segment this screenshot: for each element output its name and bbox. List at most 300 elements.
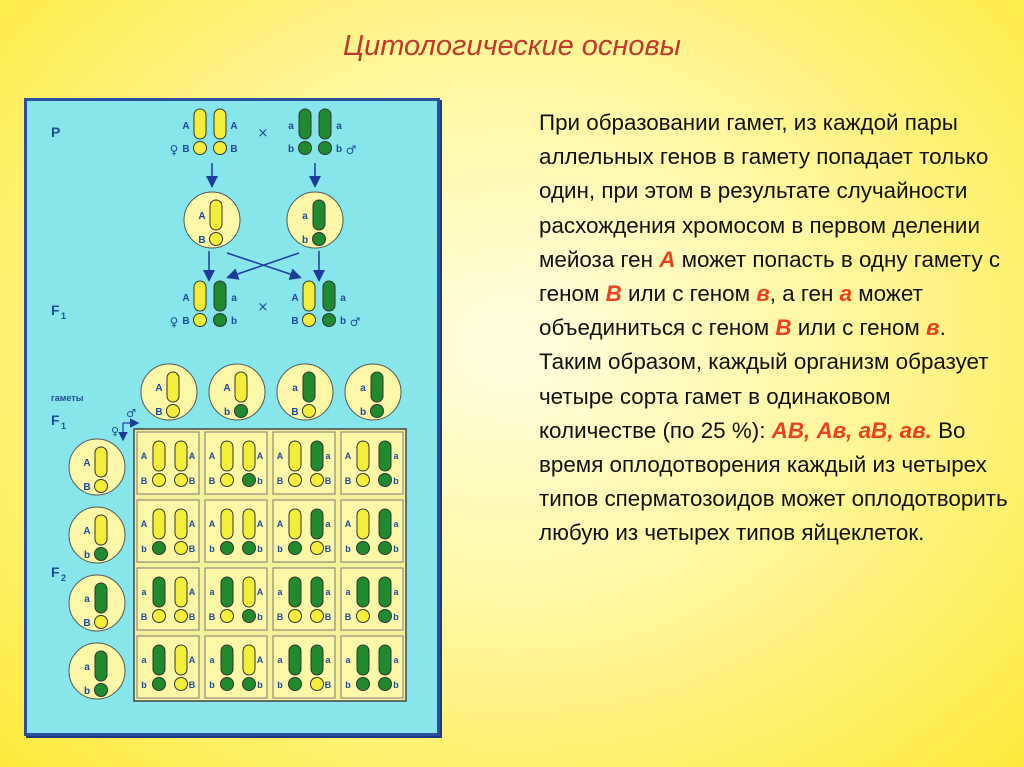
- chromosome-locus: [153, 542, 166, 555]
- chromosome-arm: [319, 109, 331, 139]
- chromosome-left: [153, 441, 166, 487]
- chromosome-right: [175, 509, 188, 555]
- allele-label: B: [83, 618, 91, 629]
- allele-label: B: [155, 407, 163, 418]
- allele-label: b: [209, 544, 215, 554]
- allele-label: A: [188, 587, 196, 597]
- chromosome-right: [243, 645, 256, 691]
- allele-label: b: [345, 544, 351, 554]
- chromosome-left: [299, 109, 312, 155]
- label-F1: F: [51, 302, 60, 318]
- chromosome-locus: [243, 474, 256, 487]
- chromosome-locus: [357, 610, 370, 623]
- allele-label: a: [141, 655, 147, 665]
- allele-label: b: [287, 144, 295, 155]
- allele-label: A: [291, 293, 299, 304]
- allele-label: a: [277, 655, 283, 665]
- label-gametes: гаметы: [51, 393, 84, 403]
- chromosome-locus: [311, 542, 324, 555]
- allele-label: a: [302, 211, 308, 222]
- chromosome-arm: [214, 109, 226, 139]
- chromosome-left: [153, 509, 166, 555]
- allele-label: B: [182, 144, 190, 155]
- allele-label: b: [223, 407, 231, 418]
- allele-label: B: [182, 316, 190, 327]
- allele-label: b: [277, 680, 283, 690]
- allele-label: a: [336, 121, 342, 132]
- chromosome-left: [289, 645, 302, 691]
- chromosome-locus: [371, 405, 384, 418]
- chromosome-locus: [311, 610, 324, 623]
- chromosome-right: [175, 441, 188, 487]
- allele-label: B: [208, 612, 216, 622]
- allele-label: b: [83, 686, 91, 697]
- chromosome-left: [289, 441, 302, 487]
- male-symbol-icon: ♂: [349, 315, 361, 329]
- allele-label: B: [344, 612, 352, 622]
- allele-label: b: [393, 544, 399, 554]
- allele-label: a: [325, 519, 331, 529]
- chromosome-locus: [357, 678, 370, 691]
- chromosome-locus: [153, 474, 166, 487]
- chromosome-arm: [175, 577, 187, 607]
- allele-label: A: [208, 519, 216, 529]
- chromosome-left: [357, 577, 370, 623]
- chromosome-locus: [210, 233, 223, 246]
- chromosome-arm: [357, 441, 369, 471]
- allele-label: B: [198, 235, 206, 246]
- male-symbol-icon: ♂: [126, 407, 136, 420]
- allele-label: B: [208, 476, 216, 486]
- cross-symbol: ×: [257, 126, 269, 141]
- chromosome-right: [311, 509, 324, 555]
- chromosome-locus: [167, 405, 180, 418]
- chromosome-right: [214, 109, 227, 155]
- allele-label: B: [188, 680, 196, 690]
- gene-B: В: [775, 315, 792, 341]
- chromosome-arm: [210, 200, 222, 230]
- text-segment: При образовании гамет, из каждой пары аллельных генов в гамету попадает только один, при этом в результате случайности расхождения хромосом в первом делении мейоза ген: [539, 110, 989, 272]
- chromosome-locus: [95, 684, 108, 697]
- chromosome-arm: [95, 447, 107, 477]
- chromosome-left: [194, 109, 207, 155]
- chromosome-arm: [221, 509, 233, 539]
- chromosome-locus: [214, 142, 227, 155]
- allele-label: b: [209, 680, 215, 690]
- f1-female: [170, 281, 238, 329]
- chromosome-arm: [167, 372, 179, 402]
- chromosome-arm: [243, 441, 255, 471]
- chromosome-arm: [289, 509, 301, 539]
- chromosome-arm: [95, 651, 107, 681]
- chromosome-locus: [221, 542, 234, 555]
- female-symbol-icon: ♀: [169, 143, 179, 157]
- allele-label: b: [257, 476, 263, 486]
- allele-label: B: [324, 612, 332, 622]
- allele-label: b: [393, 612, 399, 622]
- chromosome-right: [311, 577, 324, 623]
- chromosome-locus: [175, 610, 188, 623]
- chromosome-locus: [95, 616, 108, 629]
- chromosome-arm: [153, 645, 165, 675]
- chromosome-right: [243, 509, 256, 555]
- chromosome-locus: [303, 405, 316, 418]
- chromosome-arm: [243, 509, 255, 539]
- chromosome-locus: [313, 233, 326, 246]
- chromosome-arm: [379, 645, 391, 675]
- allele-label: A: [256, 519, 264, 529]
- chromosome-locus: [221, 678, 234, 691]
- paragraph-1: [539, 106, 1009, 345]
- allele-label: A: [230, 121, 238, 132]
- chromosome-left: [357, 509, 370, 555]
- chromosome-right: [379, 509, 392, 555]
- cross-symbol: ×: [257, 300, 269, 315]
- text-segment: Таким образом, каждый организм образует четыре сорта гамет в одинаковом количестве (по 25 %):: [539, 349, 989, 443]
- chromosome-locus: [95, 480, 108, 493]
- allele-label: b: [359, 407, 367, 418]
- gene-B: В: [605, 281, 622, 307]
- chromosome-left: [153, 577, 166, 623]
- chromosome-arm: [194, 109, 206, 139]
- allele-label: a: [393, 519, 399, 529]
- explanation-text: [539, 106, 1009, 551]
- allele-label: A: [188, 519, 196, 529]
- allele-label: b: [345, 680, 351, 690]
- chromosome-arm: [311, 441, 323, 471]
- chromosome-left: [289, 509, 302, 555]
- chromosome-locus: [221, 474, 234, 487]
- chromosome-locus: [289, 610, 302, 623]
- allele-label: b: [335, 144, 343, 155]
- allele-label: b: [257, 612, 263, 622]
- allele-label: A: [208, 451, 216, 461]
- male-gamete-ab: [345, 364, 401, 420]
- chromosome-locus: [323, 314, 336, 327]
- allele-label: a: [209, 655, 215, 665]
- chromosome-locus: [303, 314, 316, 327]
- female-symbol-icon: ♀: [110, 425, 120, 438]
- allele-label: a: [393, 451, 399, 461]
- chromosome-right: [311, 645, 324, 691]
- gene-a: а: [839, 281, 853, 307]
- dihybrid-cross-svg: [27, 101, 437, 733]
- allele-label: a: [345, 655, 351, 665]
- allele-label: A: [198, 211, 206, 222]
- text-segment: может попасть в одну гамету с геном: [539, 246, 1001, 307]
- allele-label: B: [276, 476, 284, 486]
- chromosome-left: [153, 645, 166, 691]
- allele-label: A: [276, 519, 284, 529]
- chromosome-arm: [289, 645, 301, 675]
- chromosome-arm: [379, 441, 391, 471]
- allele-label: a: [360, 383, 366, 394]
- allele-label: b: [339, 316, 347, 327]
- chromosome-right: [379, 577, 392, 623]
- allele-label: B: [324, 680, 332, 690]
- allele-label: A: [83, 458, 91, 469]
- allele-label: A: [276, 451, 284, 461]
- chromosome-locus: [175, 542, 188, 555]
- parent-gamete-ab: [287, 192, 343, 248]
- chromosome-arm: [371, 372, 383, 402]
- allele-label: b: [141, 544, 147, 554]
- allele-label: A: [182, 121, 190, 132]
- text-segment: или с геном: [791, 315, 927, 341]
- allele-label: b: [230, 316, 238, 327]
- chromosome-arm: [235, 372, 247, 402]
- chromosome-locus: [243, 542, 256, 555]
- slide-title: Цитологические основы: [343, 30, 681, 62]
- gene-A: А: [659, 246, 676, 272]
- chromosome-arm: [357, 645, 369, 675]
- chromosome-right: [243, 441, 256, 487]
- allele-label: a: [288, 121, 294, 132]
- chromosome-locus: [379, 610, 392, 623]
- label-F1-sub: 1: [61, 311, 67, 321]
- allele-label: b: [393, 476, 399, 486]
- chromosome-locus: [289, 678, 302, 691]
- chromosome: [95, 583, 108, 629]
- label-F1-gametes-sub: 1: [61, 421, 67, 431]
- chromosome-arm: [243, 577, 255, 607]
- male-symbol-icon: ♂: [345, 143, 357, 157]
- chromosome: [95, 447, 108, 493]
- allele-label: B: [230, 144, 238, 155]
- chromosome-left: [221, 441, 234, 487]
- allele-label: A: [223, 383, 231, 394]
- allele-label: A: [188, 451, 196, 461]
- chromosome-arm: [299, 109, 311, 139]
- allele-label: B: [276, 612, 284, 622]
- chromosome-locus: [379, 474, 392, 487]
- chromosome-right: [319, 109, 332, 155]
- chromosome-arm: [303, 281, 315, 311]
- male-gamete-AB: [141, 364, 197, 420]
- chromosome-locus: [357, 542, 370, 555]
- chromosome-right: [311, 441, 324, 487]
- allele-label: A: [344, 451, 352, 461]
- allele-label: b: [301, 235, 309, 246]
- allele-label: a: [325, 655, 331, 665]
- allele-label: A: [256, 655, 264, 665]
- chromosome-arm: [221, 577, 233, 607]
- allele-label: A: [83, 526, 91, 537]
- allele-label: A: [344, 519, 352, 529]
- chromosome-locus: [289, 474, 302, 487]
- chromosome-left: [221, 577, 234, 623]
- chromosome: [235, 372, 248, 418]
- chromosome-locus: [311, 678, 324, 691]
- allele-label: A: [140, 451, 148, 461]
- chromosome-arm: [323, 281, 335, 311]
- dihybrid-cross-diagram: [24, 98, 440, 736]
- allele-label: b: [393, 680, 399, 690]
- chromosome-left: [221, 509, 234, 555]
- allele-label: A: [182, 293, 190, 304]
- chromosome-arm: [379, 509, 391, 539]
- label-F2-sub: 2: [61, 573, 67, 583]
- allele-label: A: [140, 519, 148, 529]
- chromosome-right: [243, 577, 256, 623]
- chromosome-locus: [194, 142, 207, 155]
- allele-label: b: [257, 544, 263, 554]
- chromosome-arm: [153, 441, 165, 471]
- allele-label: a: [340, 293, 346, 304]
- chromosome-right: [379, 645, 392, 691]
- chromosome-arm: [357, 509, 369, 539]
- chromosome-locus: [243, 610, 256, 623]
- chromosome-locus: [153, 678, 166, 691]
- allele-label: B: [324, 476, 332, 486]
- chromosome-arm: [379, 577, 391, 607]
- allele-label: a: [393, 655, 399, 665]
- chromosome-arm: [311, 509, 323, 539]
- chromosome-locus: [243, 678, 256, 691]
- text-segment: .: [939, 315, 946, 341]
- chromosome-right: [323, 281, 336, 327]
- chromosome-arm: [313, 200, 325, 230]
- chromosome-locus: [379, 542, 392, 555]
- chromosome-arm: [289, 577, 301, 607]
- chromosome-locus: [175, 678, 188, 691]
- allele-label: a: [345, 587, 351, 597]
- chromosome-left: [221, 645, 234, 691]
- chromosome-arm: [221, 645, 233, 675]
- allele-label: a: [393, 587, 399, 597]
- f1-male: [291, 281, 360, 329]
- parent-gamete-AB: [184, 192, 240, 248]
- chromosome-locus: [289, 542, 302, 555]
- gene-b: в: [756, 281, 770, 307]
- allele-label: a: [325, 587, 331, 597]
- chromosome-locus: [95, 548, 108, 561]
- chromosome-arm: [303, 372, 315, 402]
- chromosome-arm: [153, 577, 165, 607]
- chromosome: [167, 372, 180, 418]
- chromosome: [95, 651, 108, 697]
- chromosome-arm: [214, 281, 226, 311]
- chromosome-locus: [379, 678, 392, 691]
- chromosome-right: [214, 281, 227, 327]
- allele-label: B: [291, 316, 299, 327]
- chromosome-locus: [194, 314, 207, 327]
- female-gamete-Ab: [69, 507, 125, 563]
- chromosome-locus: [311, 474, 324, 487]
- allele-label: A: [155, 383, 163, 394]
- allele-label: b: [257, 680, 263, 690]
- chromosome-locus: [235, 405, 248, 418]
- chromosome-arm: [95, 515, 107, 545]
- paragraph-2: [539, 345, 1009, 550]
- chromosome-arm: [175, 509, 187, 539]
- chromosome-left: [357, 441, 370, 487]
- chromosome-arm: [243, 645, 255, 675]
- allele-label: b: [83, 550, 91, 561]
- allele-label: a: [209, 587, 215, 597]
- parent-female: [170, 109, 238, 157]
- text-segment: может объединиться с геном: [539, 281, 923, 341]
- chromosome-arm: [221, 441, 233, 471]
- chromosome-arm: [311, 645, 323, 675]
- chromosome-left: [289, 577, 302, 623]
- chromosome-locus: [221, 610, 234, 623]
- allele-label: B: [324, 544, 332, 554]
- chromosome-left: [194, 281, 207, 327]
- text-segment: , а ген: [769, 281, 840, 307]
- chromosome-left: [303, 281, 316, 327]
- chromosome: [210, 200, 223, 246]
- allele-label: a: [84, 594, 90, 605]
- chromosome: [303, 372, 316, 418]
- chromosome-arm: [95, 583, 107, 613]
- allele-label: b: [141, 680, 147, 690]
- label-F1-gametes: F: [51, 412, 60, 428]
- chromosome-arm: [289, 441, 301, 471]
- allele-label: a: [84, 662, 90, 673]
- allele-label: A: [256, 451, 264, 461]
- female-symbol-icon: ♀: [169, 315, 179, 329]
- chromosome-locus: [214, 314, 227, 327]
- allele-label: b: [277, 544, 283, 554]
- chromosome: [313, 200, 326, 246]
- allele-label: a: [292, 383, 298, 394]
- allele-label: a: [231, 293, 237, 304]
- allele-label: B: [188, 544, 196, 554]
- chromosome: [95, 515, 108, 561]
- chromosome-arm: [357, 577, 369, 607]
- allele-label: B: [140, 476, 148, 486]
- allele-label: B: [188, 476, 196, 486]
- allele-label: A: [188, 655, 196, 665]
- chromosome-arm: [153, 509, 165, 539]
- chromosome-locus: [357, 474, 370, 487]
- allele-label: B: [83, 482, 91, 493]
- chromosome-locus: [153, 610, 166, 623]
- allele-label: a: [325, 451, 331, 461]
- chromosome-arm: [194, 281, 206, 311]
- chromosome-right: [379, 441, 392, 487]
- chromosome-arm: [175, 645, 187, 675]
- female-gamete-AB: [69, 439, 125, 495]
- text-segment: или с геном: [621, 281, 757, 307]
- allele-label: a: [141, 587, 147, 597]
- allele-label: B: [344, 476, 352, 486]
- text-segment: Во время оплодотворения каждый из четырех типов сперматозоидов может оплодотворить любую из четырех типов яйцеклеток.: [539, 417, 1008, 546]
- chromosome-locus: [299, 142, 312, 155]
- allele-label: B: [291, 407, 299, 418]
- chromosome-arm: [311, 577, 323, 607]
- chromosome-right: [175, 645, 188, 691]
- female-gamete-aB: [69, 575, 125, 631]
- allele-label: B: [188, 612, 196, 622]
- allele-label: B: [140, 612, 148, 622]
- allele-label: A: [256, 587, 264, 597]
- label-F2: F: [51, 564, 60, 580]
- chromosome-locus: [319, 142, 332, 155]
- chromosome-locus: [175, 474, 188, 487]
- allele-label: a: [277, 587, 283, 597]
- parent-male: [288, 109, 356, 157]
- chromosome-right: [175, 577, 188, 623]
- label-P: P: [51, 124, 61, 140]
- chromosome-arm: [175, 441, 187, 471]
- male-gamete-Ab: [209, 364, 265, 420]
- male-gamete-aB: [277, 364, 333, 420]
- chromosome-left: [357, 645, 370, 691]
- gamete-list: АВ, Ав, аВ, ав.: [771, 417, 932, 443]
- female-gamete-ab: [69, 643, 125, 699]
